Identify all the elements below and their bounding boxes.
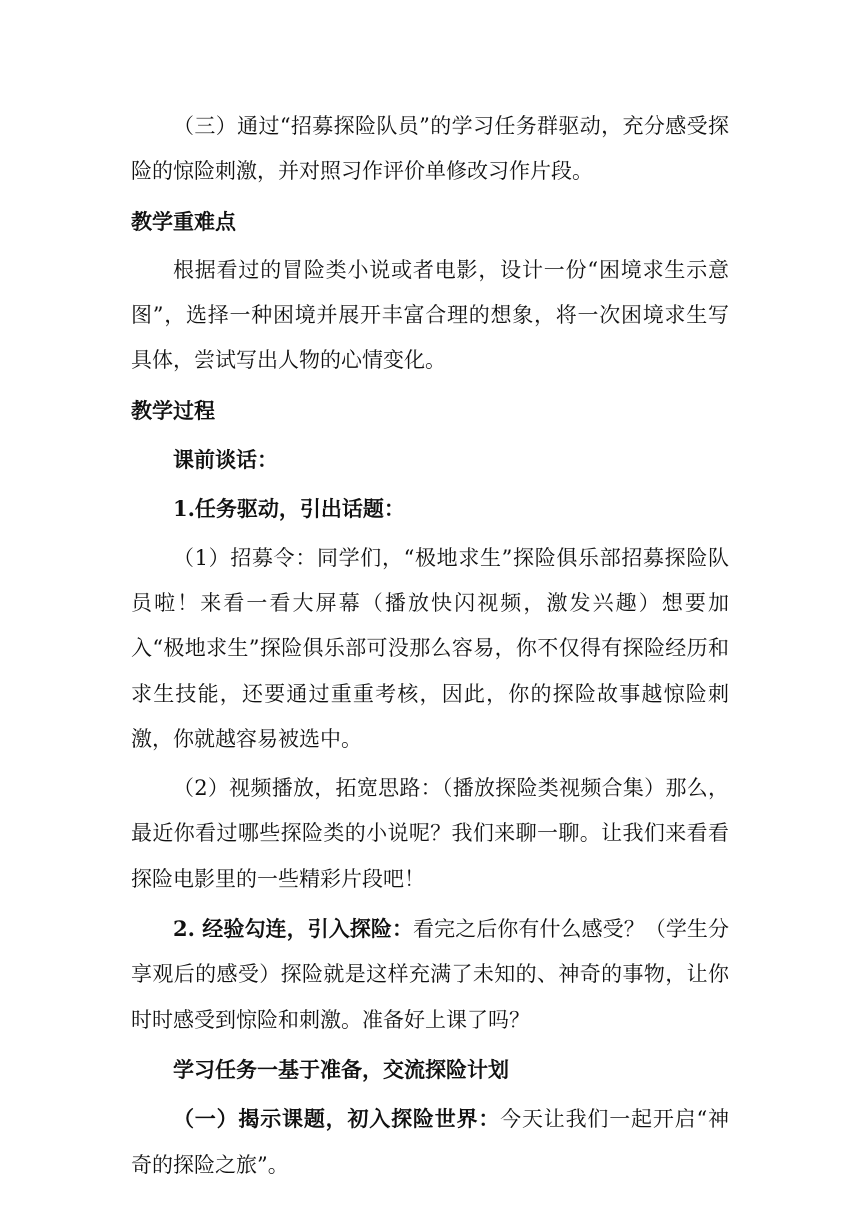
task-1-title: 学习任务一基于准备，交流探险计划 [173, 1056, 509, 1082]
task-1-sub-text: 今天让我们一起开启“神奇的探险之旅”。 [131, 1107, 729, 1177]
step-2-paragraph [131, 906, 729, 1043]
step-2-text: 看完之后你有什么感受？（学生分享观后的感受）探险就是这样充满了未知的、神奇的事物，让你时时感受到惊险和刺激。准备好上课了吗？ [131, 917, 730, 1032]
task-1-sub-lead: （一）揭示课题，初入探险世界： [173, 1106, 501, 1132]
pre-class-talk-label: 课前谈话： [173, 447, 278, 473]
step-2-lead: 2. 经验勾连，引入探险： [173, 916, 414, 942]
heading-teaching-difficulties: 教学重难点 [131, 208, 236, 234]
objective-paragraph-3: （三）通过“招募探险队员”的学习任务群驱动，充分感受探险的惊险刺激，并对照习作评价单修改习作片段。 [131, 114, 729, 184]
video-paragraph: （2）视频播放，拓宽思路：（播放探险类视频合集）那么，最近你看过哪些探险类的小说呢？我们来聊一聊。让我们来看看探险电影里的一些精彩片段吧！ [131, 776, 729, 891]
step-1-title: 1.任务驱动，引出话题： [173, 496, 405, 522]
task-1-sub-paragraph [131, 1096, 729, 1188]
difficulties-paragraph: 根据看过的冒险类小说或者电影，设计一份“困境求生示意图”，选择一种困境并展开丰富合理的想象，将一次困境求生写具体，尝试写出人物的心情变化。 [131, 257, 729, 373]
heading-teaching-process: 教学过程 [131, 397, 215, 423]
recruit-paragraph: （1）招募令：同学们，“极地求生”探险俱乐部招募探险队员啦！来看一看大屏幕（播放快闪视频，激发兴趣）想要加入“极地求生”探险俱乐部可没那么容易，你不仅得有探险经历和求生技能，还要通过重重考核，因此，你的探险故事越惊险刺激，你就越容易被选中。 [131, 545, 729, 751]
document-body [131, 104, 729, 1192]
